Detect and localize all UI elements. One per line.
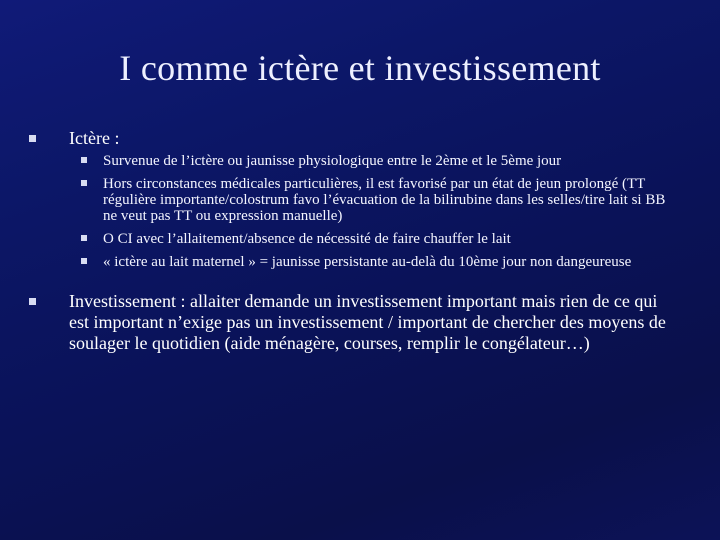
square-bullet-icon	[29, 298, 36, 305]
subitem-breastmilk-jaundice-text: « ictère au lait maternel » = jaunisse persistante au-delà du 10ème jour non dangeureuse	[103, 254, 632, 270]
square-bullet-icon	[81, 157, 87, 163]
square-bullet-icon	[29, 135, 36, 142]
bullet-icterus-label: Ictère :	[69, 128, 120, 148]
square-bullet-icon	[81, 180, 87, 186]
subitem-breastmilk-jaundice	[103, 254, 683, 270]
bullet-investment-text: Investissement : allaiter demande un investissement important mais rien de ce qui est important n’exige pas un investissement / important de chercher des moyens de soulager le quotidien (aide ménagère, courses, remplir le congélateur…)	[69, 291, 666, 353]
square-bullet-icon	[81, 258, 87, 264]
bullet-icterus	[69, 128, 119, 148]
square-bullet-icon	[81, 235, 87, 241]
subitem-circumstances	[103, 176, 683, 224]
subitem-no-contraindication-text: O CI avec l’allaitement/absence de nécessité de faire chauffer le lait	[103, 231, 511, 247]
subitem-no-contraindication	[103, 231, 683, 247]
bullet-investment	[69, 291, 679, 354]
subitem-onset	[103, 153, 683, 169]
subitem-circumstances-text: Hors circonstances médicales particulières, il est favorisé par un état de jeun prolongé (TT régulière importante/colostrum favo l’évacuation de la bilirubine dans les selles/tire lait si BB ne veut pas TT ou expression manuelle)	[103, 176, 666, 224]
slide-title: I comme ictère et investissement	[119, 48, 601, 88]
subitem-onset-text: Survenue de l’ictère ou jaunisse physiologique entre le 2ème et le 5ème jour	[103, 153, 562, 169]
